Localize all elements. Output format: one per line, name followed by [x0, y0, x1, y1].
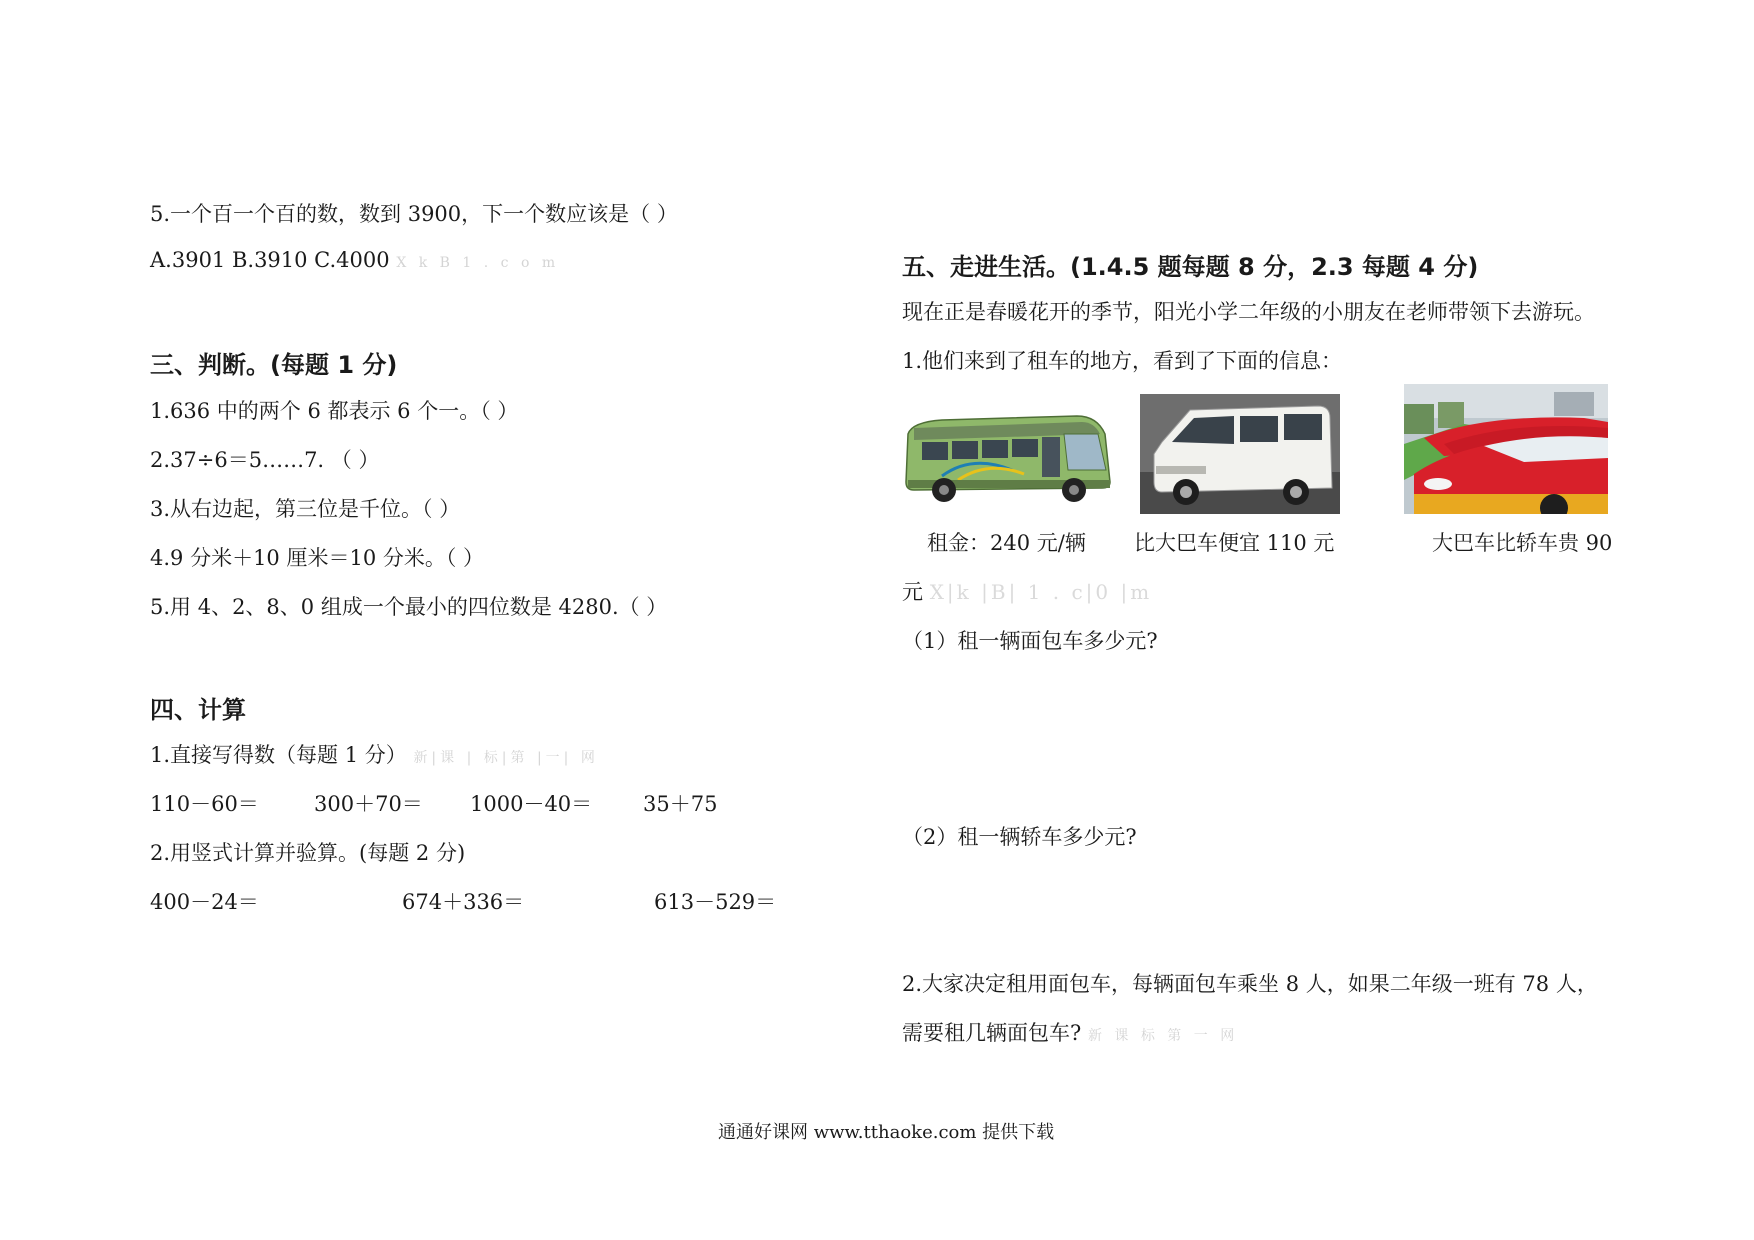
section-4-heading: 四、计算 — [150, 696, 246, 724]
footer-text: 通通好课网 www.tthaoke.com 提供下载 — [718, 1122, 1055, 1143]
caption-continuation-text: 元 — [902, 580, 923, 604]
intro-text: 现在正是春暖花开的季节，阳光小学二年级的小朋友在老师带领下去游玩。 — [902, 300, 1595, 324]
judgement-item: 5.用 4、2、8、0 组成一个最小的四位数是 4280.（ ） — [150, 595, 668, 619]
calc-expression: 35＋75 — [643, 792, 718, 816]
question-5-options — [150, 248, 559, 272]
question-1-text: 1.他们来到了租车的地方，看到了下面的信息： — [902, 349, 1343, 373]
calc-question-1 — [150, 739, 599, 769]
car-caption: 大巴车比轿车贵 90 — [1432, 531, 1613, 555]
calc-question-1-text: 1.直接写得数（每题 1 分） — [150, 743, 407, 767]
car-image — [1404, 384, 1608, 514]
judgement-item: 3.从右边起，第三位是千位。（ ） — [150, 497, 461, 521]
question-2-text-cont — [902, 1017, 1238, 1047]
bus-caption: 租金：240 元/辆 — [927, 531, 1086, 555]
vertical-calc-expression: 400－24＝ — [150, 890, 259, 914]
calc-expression: 110－60＝ — [150, 792, 259, 816]
judgement-item: 4.9 分米＋10 厘米＝10 分米。（ ） — [150, 546, 485, 570]
question-2-text-line2: 需要租几辆面包车? — [902, 1021, 1082, 1045]
calc-expression: 1000－40＝ — [470, 792, 593, 816]
van-caption: 比大巴车便宜 110 元 — [1134, 531, 1335, 555]
question-5-title: 5.一个百一个百的数，数到 3900，下一个数应该是（ ） — [150, 202, 678, 226]
watermark: X|k |B| 1 . c|0 |m — [929, 580, 1153, 604]
judgement-item: 1.636 中的两个 6 都表示 6 个一。（ ） — [150, 399, 519, 423]
watermark: 新 课 标 第 一 网 — [1087, 1028, 1239, 1044]
calc-expression: 300＋70＝ — [314, 792, 423, 816]
watermark: X k B 1 . c o m — [396, 255, 560, 271]
watermark: 新|课 | 标|第 |一| 网 — [413, 750, 599, 766]
bus-image — [902, 404, 1120, 508]
sub-question-2: （2）租一辆轿车多少元? — [902, 825, 1137, 849]
question-2-text: 2.大家决定租用面包车，每辆面包车乘坐 8 人，如果二年级一班有 78 人， — [902, 972, 1598, 996]
section-5-heading: 五、走进生活。(1.4.5 题每题 8 分，2.3 每题 4 分) — [902, 253, 1479, 281]
vertical-calc-expression: 674＋336＝ — [402, 890, 525, 914]
section-3-heading: 三、判断。(每题 1 分) — [150, 351, 398, 379]
van-image — [1140, 394, 1340, 514]
caption-continuation — [902, 576, 1152, 606]
calc-question-2: 2.用竖式计算并验算。(每题 2 分) — [150, 841, 466, 865]
vertical-calc-expression: 613－529＝ — [654, 890, 777, 914]
judgement-item: 2.37÷6＝5……7. （ ） — [150, 448, 380, 472]
sub-question-1: （1）租一辆面包车多少元? — [902, 629, 1158, 653]
question-5-options-text: A.3901 B.3910 C.4000 — [150, 248, 390, 272]
